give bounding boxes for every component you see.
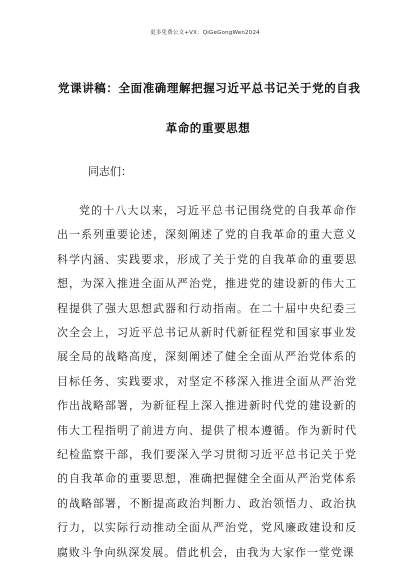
header-note: 更多免费公文+VX：QiGeGongWen2024 xyxy=(150,30,260,36)
body-paragraph: 党的十八大以来，习近平总书记围绕党的自我革命作出一系列重要论述，深刻阐述了党的自我革命的重大意义科学内涵、实践要求，形成了关于党的自我革命的重要思想，为深入推进全面从严治党，推进党的建设新的伟大工程提供了强大思想武器和行动指南。在二十届中央纪委三次全会上，习近平总书记从新时代新征程党和国家事业发展全局的战略高度，深刻阐述了健全全面从严治党体系的目标任务、实践要求，对坚定不移深入推进全面从严治党作出战略部署，为新征程上深入推进新时代党的建设新的伟大工程指明了前进方向、提供了根本遵循。作为新时代纪检监察干部，我们要深入学习贯彻习近平总书记关于党的自我革命的重要思想，准确把握健全全面从严治党体系的战略部署，不断提高政治判断力、政治领悟力、政治执行力，以实际行动推动全面从严治党，党风廉政建设和反腐败斗争向纵深发展。借此机会，由我为大家作一堂党课 xyxy=(57,204,357,559)
document-title-line-1: 党课讲稿：全面准确理解把握习近平总书记关于党的自我 xyxy=(58,81,361,95)
document-title-line-2: 革命的重要思想 xyxy=(165,121,251,135)
greeting: 同志们： xyxy=(88,165,132,178)
